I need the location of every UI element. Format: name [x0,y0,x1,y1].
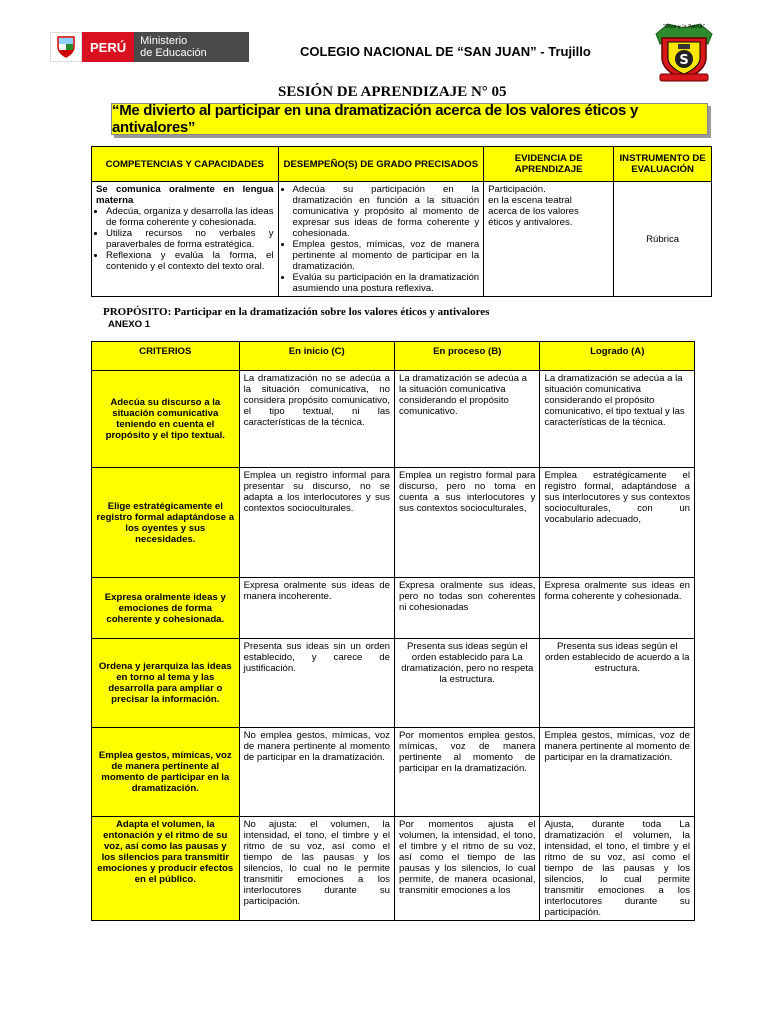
rubric-row [92,817,695,921]
school-name: COLEGIO NACIONAL DE “SAN JUAN” - Trujillo [300,44,591,59]
competencias-list [96,206,274,272]
header-proceso: En proceso (B) [394,342,540,371]
criterio-cell: Emplea gestos, mímicas, voz de manera pertinente al momento de participar en la dramatización. [92,728,240,817]
inicio-cell: No emplea gestos, mímicas, voz de manera pertinente al momento de participar en la dramatización. [239,728,394,817]
proposito-label: PROPÓSITO: [103,306,172,318]
proceso-cell: Presenta sus ideas según el orden establecido para La dramatización, pero no respeta la estructura. [394,639,540,728]
desempeno-item: • Emplea gestos, mímicas, voz de manera pertinente al momento de participar en la dramatización. [293,239,480,272]
criterio-cell: Adecúa su discurso a la situación comunicativa teniendo en cuenta el propósito y el tipo textual. [92,371,240,468]
proceso-cell: Por momentos emplea gestos, mímicas, voz de manera pertinente al momento de participar en la dramatización. [394,728,540,817]
desempenos-list [283,184,480,294]
rubric-row [92,371,695,468]
competencies-row [92,182,712,297]
inicio-cell: La dramatización no se adecúa a la situación comunicativa, no considera propósito comunicativo, el tipo textual, ni las características de la técnica. [239,371,394,468]
logrado-cell: La dramatización se adecúa a la situación comunicativa considerando el propósito comunicativo, el tipo textual y las características de la técnica. [540,371,695,468]
inicio-cell: No ajusta: el volumen, la intensidad, el tono, el timbre y el ritmo de su voz, así como el tiempo de las pausas y los silencios, lo cual no le permite transmitir emociones a los interlocutores durante su participación. [239,817,394,921]
desempeno-item: • Evalúa su participación en la dramatización asumiendo una postura reflexiva. [293,272,480,294]
rubric-table [91,341,695,921]
crest-motto: “Dios y la Patria” [662,24,706,30]
header-evidencia: EVIDENCIA DE APRENDIZAJE [484,147,614,182]
header-desempenos: DESEMPEÑO(S) DE GRADO PRECISADOS [278,147,484,182]
instrumento-cell: Rúbrica [614,182,712,297]
logrado-cell: Expresa oralmente sus ideas en forma coherente y cohesionada. [540,578,695,639]
header-competencias: COMPETENCIAS Y CAPACIDADES [92,147,279,182]
ministry-label [134,32,249,62]
inicio-cell: Presenta sus ideas sin un orden establecido, y carece de justificación. [239,639,394,728]
inicio-cell: Emplea un registro informal para presentar su discurso, no se adapta a los interlocutores y sus contextos socioculturales. [239,468,394,578]
ministry-line2: de Educación [140,47,207,59]
ministry-logo [50,32,249,62]
desempenos-cell [278,182,484,297]
logrado-cell: Emplea gestos, mímicas, voz de manera pertinente al momento de participar en la dramatización. [540,728,695,817]
header-criterios: CRITERIOS [92,342,240,371]
ministry-line1: Ministerio [140,35,188,47]
banner-text: “Me divierto al participar en una dramatización acerca de los valores éticos y antivalores” [112,102,638,136]
desempeno-item: • Adecúa su participación en la dramatización en función a la situación comunicativa y propósito al momento de expresar sus ideas de forma coherente y cohesionada. [293,184,480,239]
crest-letter: S [679,53,689,68]
rubric-header-row [92,342,695,371]
rubric-row [92,639,695,728]
header-inicio: En inicio (C) [239,342,394,371]
rubric-row [92,578,695,639]
criterio-cell: Expresa oralmente ideas y emociones de forma coherente y cohesionada. [92,578,240,639]
evidencia-cell [484,182,614,297]
logrado-cell: Presenta sus ideas según el orden establecido de acuerdo a la estructura. [540,639,695,728]
logrado-cell: Ajusta, durante toda La dramatización el volumen, la intensidad, el tono, el timbre y el ritmo de su voz, así como el tiempo de las pausas y los silencios, lo cual permite transmitir emociones a los interlocutores durante su participación. [540,817,695,921]
rubric-row [92,728,695,817]
criterio-cell: Elige estratégicamente el registro formal adaptándose a los oyentes y sus necesidades. [92,468,240,578]
competencies-table [91,146,712,297]
peru-label: PERÚ [82,32,134,62]
session-title: SESIÓN DE APRENDIZAJE N° 05 [278,84,507,100]
logrado-cell: Emplea estratégicamente el registro formal, adaptándose a sus interlocutores y sus contextos socioculturales, con un vocabulario adecuado, [540,468,695,578]
proceso-cell: Por momentos ajusta el volumen, la intensidad, el tono, el timbre y el ritmo de su voz, así como el tiempo de las pausas y los silencios, lo cual permite, de manera ocasional, transmitir emociones a los [394,817,540,921]
header-logrado: Logrado (A) [540,342,695,371]
evidencia-line1: Participación. [488,184,546,195]
competencies-header-row [92,147,712,182]
competencia-item: • Reflexiona y evalúa la forma, el contenido y el contexto del texto oral. [106,250,274,272]
session-banner [111,103,708,135]
header-instrumento: INSTRUMENTO DE EVALUACIÓN [614,147,712,182]
competencia-title: Se comunica oralmente en lengua materna [96,184,274,206]
peru-shield-icon [50,32,82,62]
anexo-label: ANEXO 1 [108,319,151,330]
proposito-text: Participar en la dramatización sobre los valores éticos y antivalores [174,306,490,318]
proceso-cell: La dramatización se adecúa a la situación comunicativa considerando el propósito comunicativo. [394,371,540,468]
proceso-cell: Expresa oralmente sus ideas, pero no todas son coherentes ni cohesionadas [394,578,540,639]
criterio-cell: Ordena y jerarquiza las ideas en torno al tema y las desarrolla para ampliar o precisar la información. [92,639,240,728]
competencia-item: • Adecúa, organiza y desarrolla las ideas de forma coherente y cohesionada. [106,206,274,228]
criterio-cell: Adapta el volumen, la entonación y el ritmo de su voz, así como las pausas y los silencios para transmitir emociones y producir efectos en el público. [92,817,240,921]
inicio-cell: Expresa oralmente sus ideas de manera incoherente. [239,578,394,639]
rubric-row [92,468,695,578]
proposito-line [103,306,489,318]
evidencia-line2: en la escena teatral acerca de los valores éticos y antivalores. [488,195,579,228]
competencia-item: • Utiliza recursos no verbales y paraverbales de forma estratégica. [106,228,274,250]
school-crest-icon [648,20,720,84]
competencias-cell [92,182,279,297]
proceso-cell: Emplea un registro formal para discurso, pero no toma en cuenta a sus interlocutores y sus contextos socioculturales, [394,468,540,578]
